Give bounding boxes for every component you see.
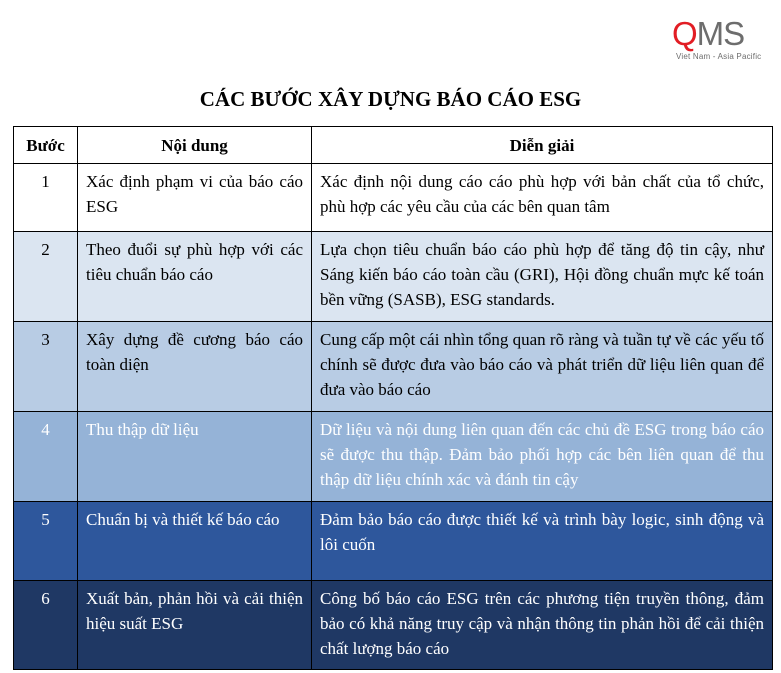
step-description: Lựa chọn tiêu chuẩn báo cáo phù hợp để tăng độ tin cậy, như Sáng kiến báo cáo toàn cầu (GRI), Hội đồng chuẩn mực kế toán bền vững (SASB), ESG standards. xyxy=(312,232,773,322)
table-row xyxy=(14,581,773,670)
logo-wordmark xyxy=(672,14,744,54)
step-number: 3 xyxy=(14,322,78,412)
header-description: Diễn giải xyxy=(312,127,773,164)
table-row xyxy=(14,232,773,322)
esg-steps-table xyxy=(13,126,773,670)
step-description: Đảm bảo báo cáo được thiết kế và trình bày logic, sinh động và lôi cuốn xyxy=(312,502,773,581)
table-header-row xyxy=(14,127,773,164)
step-number: 2 xyxy=(14,232,78,322)
step-description: Công bố báo cáo ESG trên các phương tiện truyền thông, đảm bảo có khả năng truy cập và nhận thông tin phản hồi để cải thiện chất lượng báo cáo xyxy=(312,581,773,670)
table-row xyxy=(14,412,773,502)
table-row xyxy=(14,164,773,232)
step-number: 4 xyxy=(14,412,78,502)
header-content: Nội dung xyxy=(78,127,312,164)
step-number: 5 xyxy=(14,502,78,581)
page-title: CÁC BƯỚC XÂY DỰNG BÁO CÁO ESG xyxy=(199,87,582,111)
logo-tagline: Viet Nam - Asia Pacific xyxy=(676,52,762,61)
step-content: Xuất bản, phản hồi và cải thiện hiệu suất ESG xyxy=(78,581,312,670)
step-number: 1 xyxy=(14,164,78,232)
step-content: Thu thập dữ liệu xyxy=(78,412,312,502)
step-content: Xác định phạm vi của báo cáo ESG xyxy=(78,164,312,232)
header-step: Bước xyxy=(14,127,78,164)
step-number: 6 xyxy=(14,581,78,670)
step-content: Chuẩn bị và thiết kế báo cáo xyxy=(78,502,312,581)
step-content: Xây dựng đề cương báo cáo toàn diện xyxy=(78,322,312,412)
step-description: Cung cấp một cái nhìn tổng quan rõ ràng và tuần tự về các yếu tố chính sẽ được đưa vào báo cáo và phát triển dữ liệu liên quan để đưa vào báo cáo xyxy=(312,322,773,412)
qms-logo xyxy=(672,14,772,66)
logo-letters-ms: MS xyxy=(696,15,745,52)
step-description: Xác định nội dung cáo cáo phù hợp với bản chất của tổ chức, phù hợp các yêu cầu của các bên quan tâm xyxy=(312,164,773,232)
logo-letter-q: Q xyxy=(672,15,697,52)
step-content: Theo đuổi sự phù hợp với các tiêu chuẩn báo cáo xyxy=(78,232,312,322)
step-description: Dữ liệu và nội dung liên quan đến các chủ đề ESG trong báo cáo sẽ được thu thập. Đảm bảo phối hợp các bên liên quan để thu thập dữ liệu chính xác và đánh tin cậy xyxy=(312,412,773,502)
table-row xyxy=(14,502,773,581)
table-row xyxy=(14,322,773,412)
